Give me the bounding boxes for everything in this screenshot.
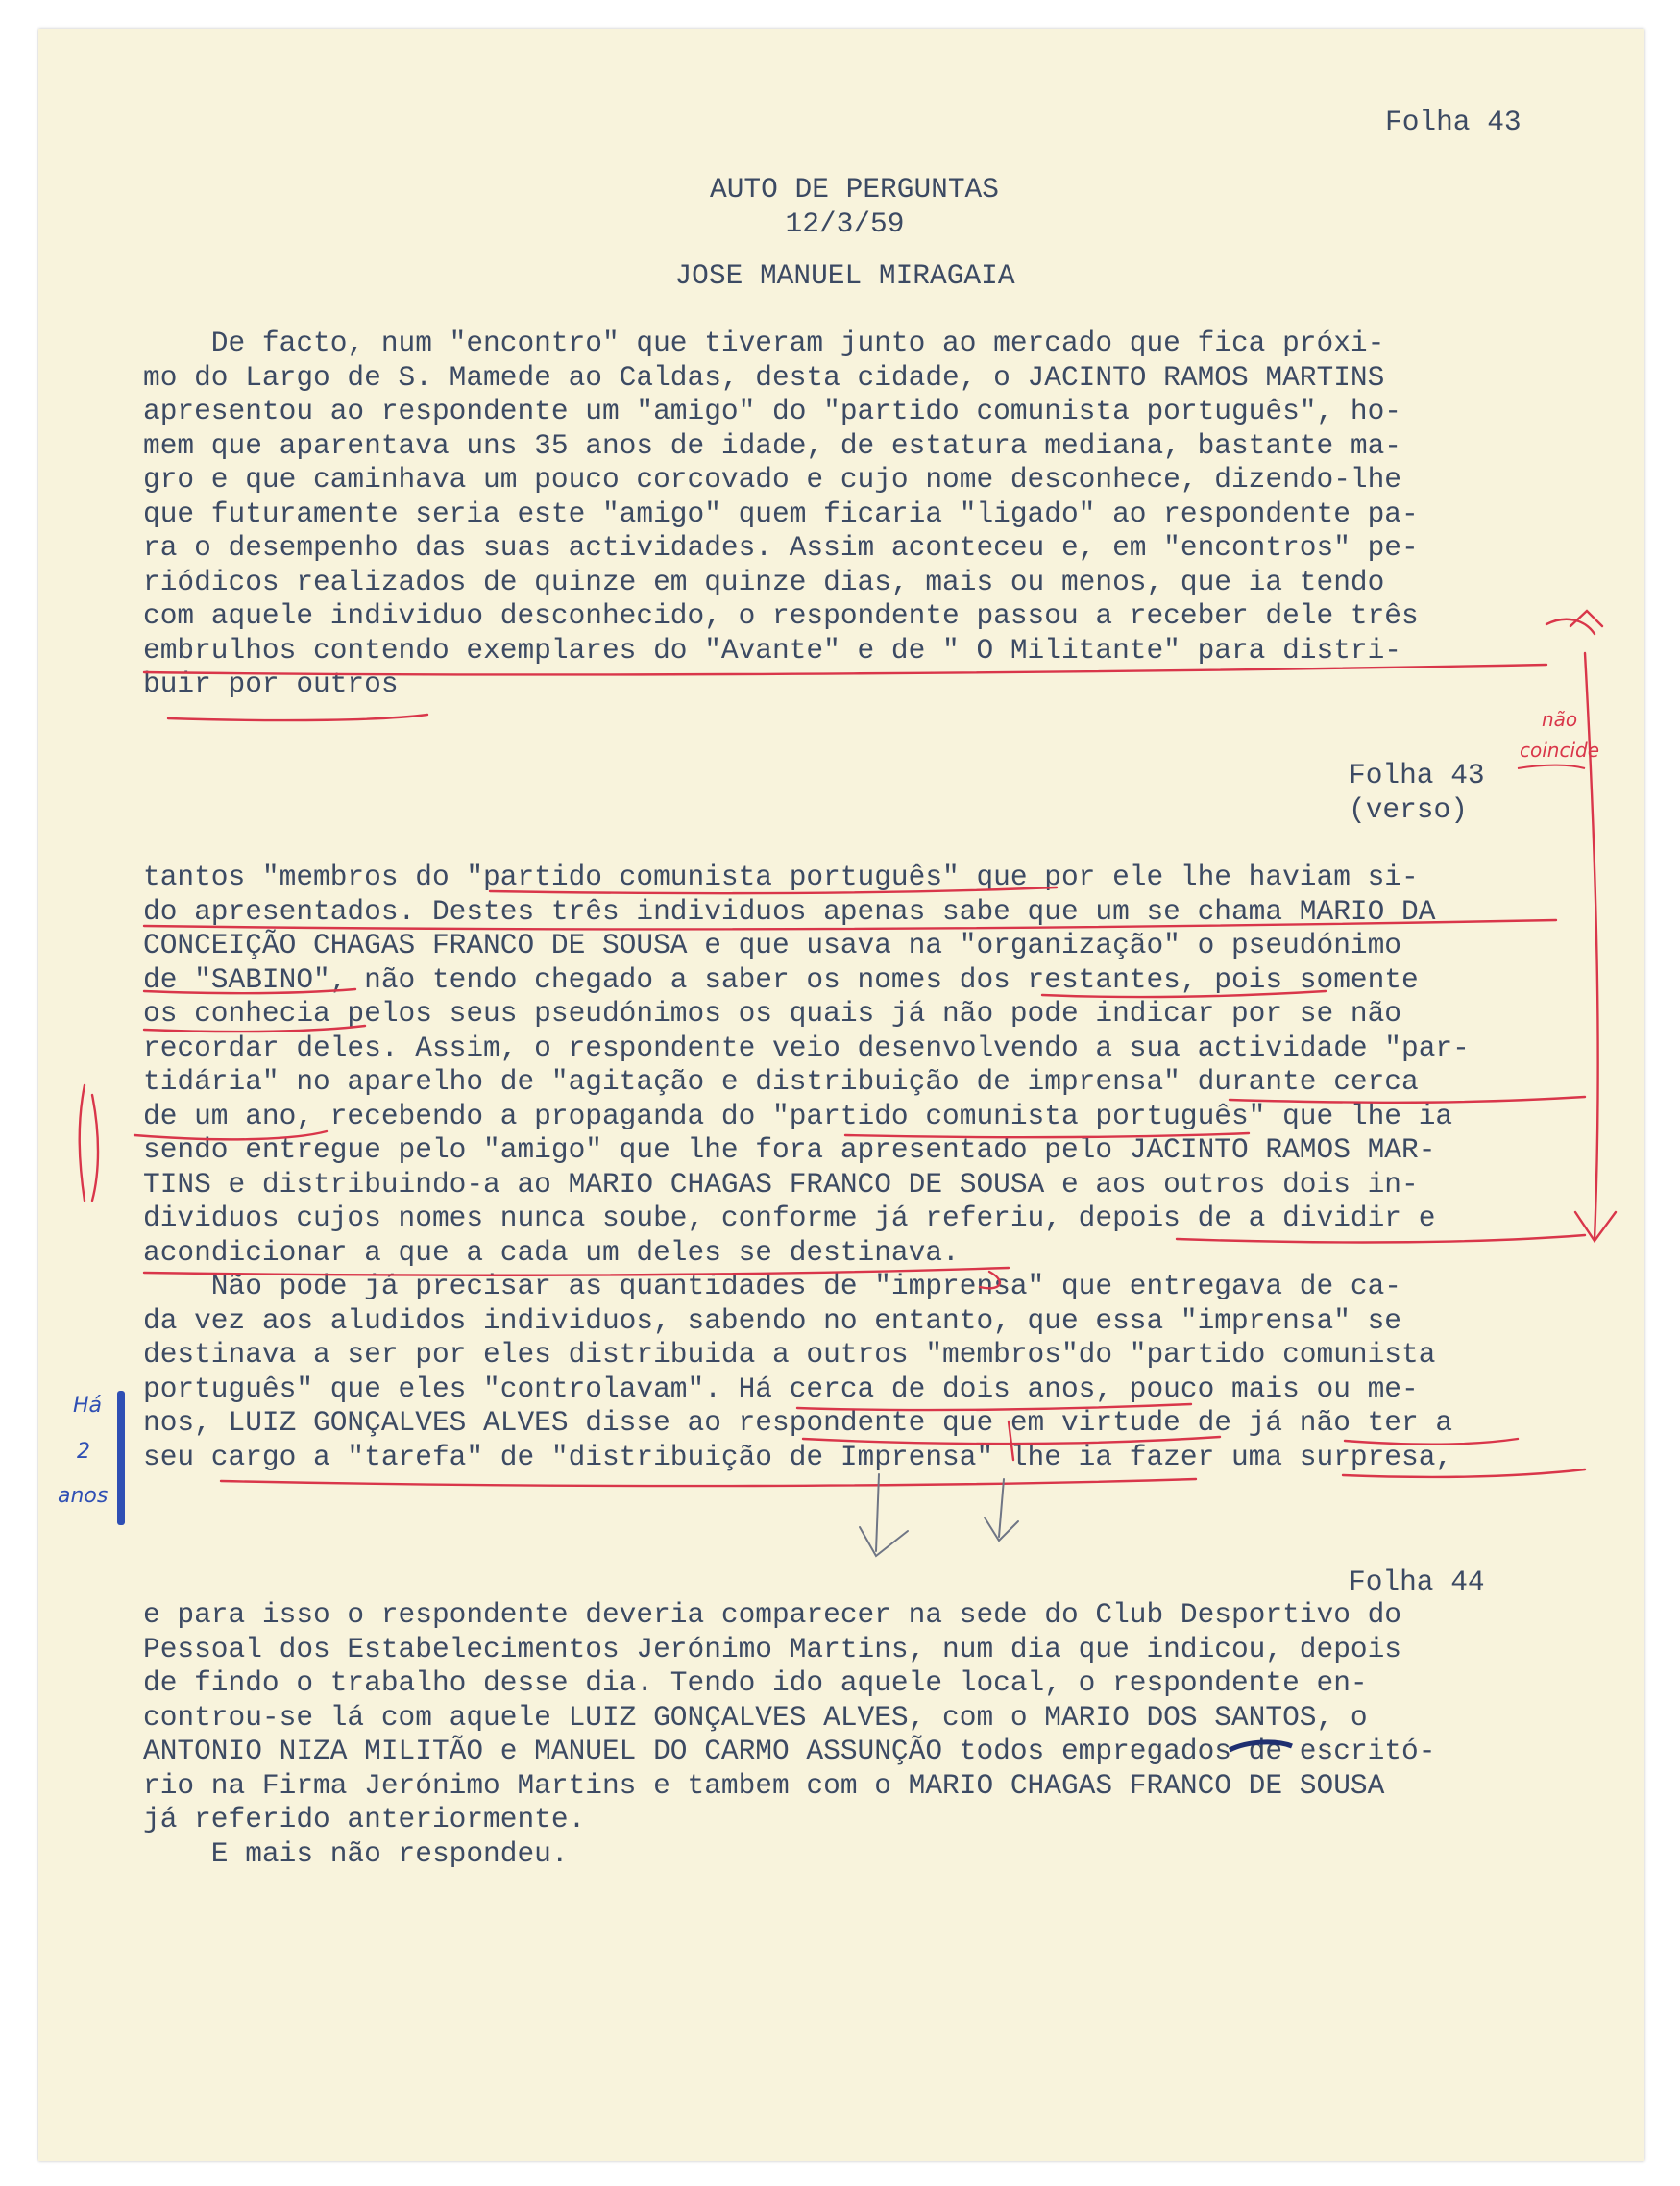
text-line: seu cargo a "tarefa" de "distribuição de Imprensa" lhe ia fazer uma surpresa, [143,1440,1453,1473]
text-line: De facto, num "encontro" que tiveram junto ao mercado que fica próxi- [143,327,1385,359]
text-line: os conhecia pelos seus pseudónimos os quais já não pode indicar por se não [143,997,1402,1030]
text-line: controu-se lá com aquele LUIZ GONÇALVES ALVES, com o MARIO DOS SANTOS, o [143,1700,1368,1734]
text-line: sendo entregue pelo "amigo" que lhe fora apresentado pelo JACINTO RAMOS MAR- [143,1133,1436,1166]
text-line: tidária" no aparelho de "agitação e distribuição de imprensa" durante cerca [143,1065,1419,1098]
paragraph-block-1 [143,327,1419,702]
text-line: português" que eles "controlavam". Há cerca de dois anos, pouco mais ou me- [143,1372,1419,1405]
text-line: e para isso o respondente deveria comparecer na sede do Club Desportivo do [143,1598,1402,1631]
margin-note-red: não [1542,708,1578,731]
text-line: TINS e distribuindo-a ao MARIO CHAGAS FRANCO DE SOUSA e aos outros dois in- [143,1167,1419,1201]
text-line: já referido anteriormente. [143,1803,586,1835]
text-line: do apresentados. Destes três individuos apenas sabe que um se chama MARIO DA [143,894,1436,928]
text-line: dividuos cujos nomes nunca soube, conforme já referiu, depois de a dividir e [143,1202,1436,1234]
folio-number-43: Folha 43 [1385,106,1522,138]
text-line: acondicionar a que a cada um deles se destinava. [143,1235,960,1269]
text-line: mo do Largo de S. Mamede ao Caldas, desta cidade, o JACINTO RAMOS MARTINS [143,360,1385,394]
text-line: riódicos realizados de quinze em quinze dias, mais ou menos, que ia tendo [143,565,1385,598]
text-line: com aquele individuo desconhecido, o respondente passou a receber dele três [143,599,1419,632]
paragraph-block-2 [143,861,1470,1474]
folio-number-43-verso: Folha 43 [1349,759,1485,791]
margin-note-blue: 2 [77,1440,90,1464]
text-line: que futuramente seria este "amigo" quem ficaria "ligado" ao respondente pa- [143,497,1419,530]
text-line: de "SABINO", não tendo chegado a saber os nomes dos restantes, pois somente [143,962,1419,996]
text-line: buir por outros [143,668,399,700]
text-line: apresentou ao respondente um "amigo" do "partido comunista português", ho- [143,395,1402,427]
text-line: Pessoal dos Estabelecimentos Jerónimo Martins, num dia que indicou, depois [143,1632,1402,1665]
text-line: Não pode já precisar as quantidades de "imprensa" que entregava de ca- [143,1270,1402,1302]
text-line: mem que aparentava uns 35 anos de idade, de estatura mediana, bastante ma- [143,428,1402,462]
text-line: da vez aos aludidos individuos, sabendo no entanto, que essa "imprensa" se [143,1303,1402,1337]
text-line: recordar deles. Assim, o respondente veio desenvolvendo a sua actividade "par- [143,1031,1470,1064]
text-line: gro e que caminhava um pouco corcovado e cujo nome desconhece, dizendo-lhe [143,463,1402,496]
document-date: 12/3/59 [785,207,905,240]
text-line: nos, LUIZ GONÇALVES ALVES disse ao respondente que em virtude de já não ter a [143,1406,1453,1439]
text-line: destinava a ser por eles distribuida a outros "membros"do "partido comunista [143,1338,1436,1371]
text-line: de findo o trabalho desse dia. Tendo ido aquele local, o respondente en- [143,1666,1368,1699]
folio-number-44: Folha 44 [1349,1566,1485,1598]
text-line: rio na Firma Jerónimo Martins e tambem com o MARIO CHAGAS FRANCO DE SOUSA [143,1768,1385,1802]
text-line: tantos "membros do "partido comunista português" que por ele lhe haviam si- [143,861,1419,893]
text-line: de um ano, recebendo a propaganda do "partido comunista português" que lhe ia [143,1099,1453,1132]
text-line: ANTONIO NIZA MILITÃO e MANUEL DO CARMO ASSUNÇÃO todos empregados de escritó- [143,1735,1436,1767]
text-line: E mais não respondeu. [143,1836,569,1870]
text-line: embrulhos contendo exemplares do "Avante" e de " O Militante" para distri- [143,633,1402,667]
paragraph-block-3 [143,1598,1435,1871]
text-line: CONCEIÇÃO CHAGAS FRANCO DE SOUSA e que usava na "organização" o pseudónimo [143,929,1402,961]
text-line: ra o desempenho das suas actividades. Assim aconteceu e, em "encontros" pe- [143,531,1419,564]
margin-note-blue: Há [73,1394,103,1418]
document-subject: JOSE MANUEL MIRAGAIA [674,259,1015,292]
folio-verso-label: (verso) [1349,793,1468,826]
margin-note-red: coincide [1520,739,1600,762]
margin-note-blue: anos [58,1484,109,1508]
document-title: AUTO DE PERGUNTAS [710,173,999,206]
